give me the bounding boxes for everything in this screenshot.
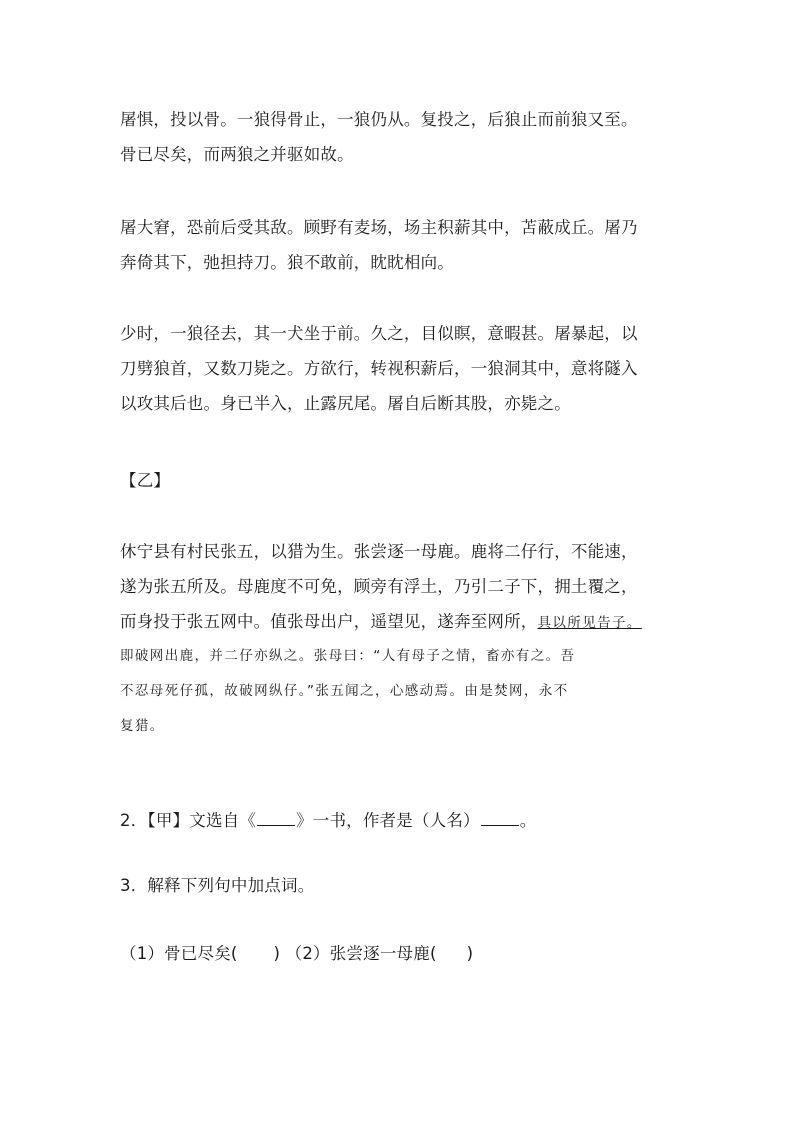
question-3-items xyxy=(120,936,690,971)
text-line xyxy=(120,604,690,639)
text-line-small: 复猎。 xyxy=(120,718,165,734)
text-line-main: 而身投于张五网中。值张母出户，遥望见，遂奔至网所， xyxy=(120,612,538,631)
jia-paragraph-2 xyxy=(120,210,690,280)
item-text: 骨已尽矣( xyxy=(164,944,238,963)
text-line: 奔倚其下，弛担持刀。狼不敢前，眈眈相向。 xyxy=(120,253,454,272)
text-line: 屠惧，投以骨。一狼得骨止，一狼仍从。复投之，后狼止而前狼又至。 xyxy=(120,110,638,129)
item-close: ) xyxy=(273,944,281,963)
item-label: （2） xyxy=(285,944,330,963)
text-line: 以攻其后也。身已半入，止露尻尾。屠自后断其股，亦毙之。 xyxy=(120,394,571,413)
question-text: 解释下列句中加点词。 xyxy=(147,876,315,895)
text-line-small: 不忍母死仔孤，故破网纵仔。”张五闻之，心感动焉。由是焚网，永不 xyxy=(120,683,569,699)
text-line: 遂为张五所及。母鹿度不可免，顾旁有浮土，乃引二子下，拥土覆之， xyxy=(120,577,638,596)
question-text: 》一书，作者是（人名） xyxy=(296,811,480,830)
text-line-small: 具以所见告子。 xyxy=(537,615,642,631)
question-3 xyxy=(120,868,690,903)
answer-blank-author[interactable] xyxy=(481,811,519,826)
text-line: 骨已尽矣，而两狼之并驱如故。 xyxy=(120,145,354,164)
question-text: 。 xyxy=(519,811,537,830)
question-number: 2． xyxy=(120,811,148,830)
text-line-small: 即破网出鹿，并二仔亦纵之。张母曰：“人有母子之情，畜亦有之。吾 xyxy=(120,648,576,664)
item-label: （1） xyxy=(120,944,165,963)
question-number: 3． xyxy=(120,876,148,895)
jia-paragraph-3 xyxy=(120,316,690,421)
text-line: 休宁县有村民张五，以猎为生。张尝逐一母鹿。鹿将二仔行，不能速， xyxy=(120,542,638,561)
item-close: ) xyxy=(466,944,474,963)
yi-heading xyxy=(120,463,690,498)
section-heading: 【乙】 xyxy=(120,471,171,490)
yi-paragraph xyxy=(120,534,690,744)
text-line: 刀劈狼首，又数刀毙之。方欲行，转视积薪后，一狼洞其中，意将隧入 xyxy=(120,359,638,378)
answer-blank-book[interactable] xyxy=(257,811,295,826)
text-line: 屠大窘，恐前后受其敌。顾野有麦场，场主积薪其中，苫蔽成丘。屠乃 xyxy=(120,218,638,237)
jia-paragraph-1 xyxy=(120,102,690,172)
item-text: 张尝逐一母鹿( xyxy=(329,944,437,963)
question-text: 【甲】文选自《 xyxy=(147,811,257,830)
text-line: 少时，一狼径去，其一犬坐于前。久之，目似瞑，意暇甚。屠暴起，以 xyxy=(120,324,638,343)
question-2 xyxy=(120,803,690,838)
